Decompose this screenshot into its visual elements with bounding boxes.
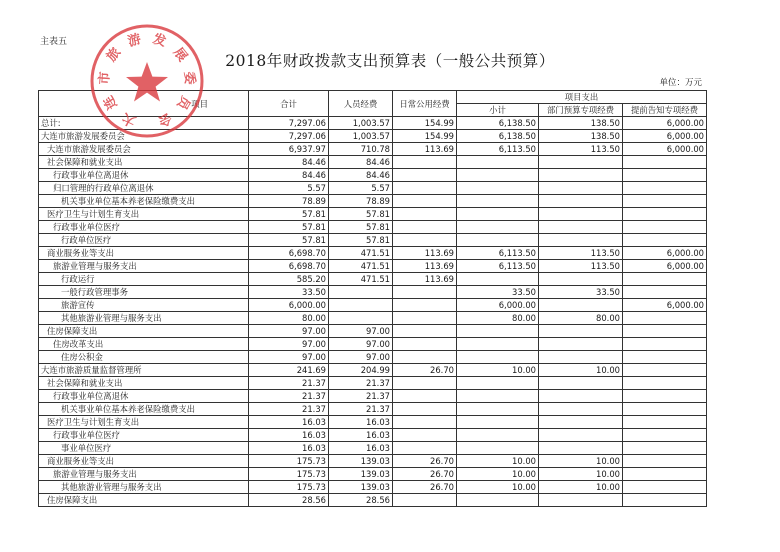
row-item-name: 行政事业单位离退休 (39, 390, 249, 403)
row-item-name: 社会保障和就业支出 (39, 377, 249, 390)
advance-special-cell (623, 221, 707, 234)
personnel-cell: 1,003.57 (329, 117, 393, 130)
advance-special-cell: 6,000.00 (623, 260, 707, 273)
personnel-cell (329, 299, 393, 312)
total-cell: 33.50 (249, 286, 329, 299)
personnel-cell: 16.03 (329, 442, 393, 455)
table-row (39, 351, 707, 364)
advance-special-cell (623, 390, 707, 403)
seal-character: 发 (151, 31, 168, 50)
row-item-name: 旅游业管理与服务支出 (39, 260, 249, 273)
row-item-name: 旅游业管理与服务支出 (39, 468, 249, 481)
subtotal-cell (457, 234, 539, 247)
dept-special-cell: 138.50 (539, 117, 623, 130)
subtotal-cell (457, 325, 539, 338)
total-cell: 57.81 (249, 221, 329, 234)
header-subtotal: 小计 (457, 104, 539, 117)
header-advance-special: 提前告知专项经费 (623, 104, 707, 117)
seal-character: 员 (173, 92, 193, 112)
table-row (39, 247, 707, 260)
daily-cell: 26.70 (393, 481, 457, 494)
daily-cell (393, 416, 457, 429)
total-cell: 7,297.06 (249, 117, 329, 130)
personnel-cell: 16.03 (329, 429, 393, 442)
dept-special-cell: 113.50 (539, 247, 623, 260)
subtotal-cell (457, 442, 539, 455)
total-cell: 16.03 (249, 429, 329, 442)
advance-special-cell (623, 208, 707, 221)
document-title: 2018年财政拨款支出预算表（一般公共预算） (225, 52, 555, 70)
personnel-cell: 97.00 (329, 351, 393, 364)
header-dept-special: 部门预算专项经费 (539, 104, 623, 117)
dept-special-cell (539, 416, 623, 429)
dept-special-cell (539, 390, 623, 403)
personnel-cell: 84.46 (329, 169, 393, 182)
daily-cell (393, 169, 457, 182)
row-item-name: 住房保障支出 (39, 494, 249, 507)
total-cell: 57.81 (249, 234, 329, 247)
advance-special-cell (623, 195, 707, 208)
daily-cell: 113.69 (393, 143, 457, 156)
personnel-cell: 471.51 (329, 247, 393, 260)
header-total: 合计 (249, 91, 329, 117)
subtotal-cell: 6,138.50 (457, 117, 539, 130)
row-item-name: 大连市旅游质量监督管理所 (39, 364, 249, 377)
dept-special-cell: 80.00 (539, 312, 623, 325)
table-row (39, 390, 707, 403)
subtotal-cell (457, 182, 539, 195)
table-body (39, 117, 707, 507)
total-cell: 175.73 (249, 455, 329, 468)
row-item-name: 社会保障和就业支出 (39, 156, 249, 169)
table-row (39, 455, 707, 468)
daily-cell: 154.99 (393, 130, 457, 143)
dept-special-cell (539, 156, 623, 169)
row-item-name: 行政事业单位医疗 (39, 221, 249, 234)
daily-cell (393, 338, 457, 351)
table-row (39, 169, 707, 182)
table-row (39, 377, 707, 390)
subtotal-cell (457, 169, 539, 182)
subtotal-cell (457, 221, 539, 234)
table-row (39, 325, 707, 338)
seal-character: 游 (126, 31, 143, 50)
dept-special-cell: 10.00 (539, 364, 623, 377)
subtotal-cell: 33.50 (457, 286, 539, 299)
table-row (39, 416, 707, 429)
subtotal-cell (457, 390, 539, 403)
subtotal-cell (457, 156, 539, 169)
row-item-name: 住房公积金 (39, 351, 249, 364)
subtotal-cell: 6,113.50 (457, 260, 539, 273)
subtotal-cell: 6,138.50 (457, 130, 539, 143)
daily-cell: 113.69 (393, 260, 457, 273)
seal-character: 委 (180, 71, 197, 86)
personnel-cell: 21.37 (329, 390, 393, 403)
total-cell: 57.81 (249, 208, 329, 221)
subtotal-cell (457, 338, 539, 351)
total-cell: 78.89 (249, 195, 329, 208)
dept-special-cell (539, 377, 623, 390)
dept-special-cell (539, 299, 623, 312)
dept-special-cell: 10.00 (539, 481, 623, 494)
advance-special-cell: 6,000.00 (623, 143, 707, 156)
daily-cell: 113.69 (393, 273, 457, 286)
table-row (39, 260, 707, 273)
dept-special-cell (539, 429, 623, 442)
total-cell: 6,698.70 (249, 260, 329, 273)
subtotal-cell (457, 494, 539, 507)
row-item-name: 大连市旅游发展委员会 (39, 130, 249, 143)
daily-cell (393, 156, 457, 169)
total-cell: 585.20 (249, 273, 329, 286)
subtotal-cell (457, 273, 539, 286)
subtotal-cell: 6,113.50 (457, 247, 539, 260)
row-item-name: 其他旅游业管理与服务支出 (39, 481, 249, 494)
total-cell: 16.03 (249, 442, 329, 455)
personnel-cell: 97.00 (329, 338, 393, 351)
dept-special-cell: 10.00 (539, 455, 623, 468)
table-row (39, 286, 707, 299)
personnel-cell: 57.81 (329, 234, 393, 247)
daily-cell (393, 286, 457, 299)
row-item-name: 大连市旅游发展委员会 (39, 143, 249, 156)
personnel-cell (329, 312, 393, 325)
daily-cell: 26.70 (393, 364, 457, 377)
personnel-cell: 84.46 (329, 156, 393, 169)
unit-label: 单位：万元 (659, 78, 702, 88)
seal-character: 市 (97, 71, 114, 86)
dept-special-cell (539, 182, 623, 195)
advance-special-cell (623, 429, 707, 442)
subtotal-cell (457, 351, 539, 364)
personnel-cell: 471.51 (329, 260, 393, 273)
advance-special-cell (623, 338, 707, 351)
total-cell: 16.03 (249, 416, 329, 429)
total-cell: 84.46 (249, 169, 329, 182)
row-item-name: 机关事业单位基本养老保险缴费支出 (39, 403, 249, 416)
total-cell: 175.73 (249, 468, 329, 481)
advance-special-cell (623, 351, 707, 364)
seal-character: 连 (101, 92, 121, 112)
row-item-name: 商业服务业等支出 (39, 247, 249, 260)
personnel-cell: 139.03 (329, 468, 393, 481)
daily-cell: 26.70 (393, 468, 457, 481)
daily-cell (393, 195, 457, 208)
dept-special-cell (539, 234, 623, 247)
row-item-name: 机关事业单位基本养老保险缴费支出 (39, 195, 249, 208)
subtotal-cell: 10.00 (457, 364, 539, 377)
table-row (39, 364, 707, 377)
dept-special-cell (539, 442, 623, 455)
seal-character: 会 (155, 109, 174, 129)
advance-special-cell (623, 234, 707, 247)
daily-cell (393, 299, 457, 312)
total-cell: 21.37 (249, 377, 329, 390)
row-item-name: 行政单位医疗 (39, 234, 249, 247)
advance-special-cell (623, 364, 707, 377)
subtotal-cell (457, 403, 539, 416)
table-row (39, 403, 707, 416)
personnel-cell: 16.03 (329, 416, 393, 429)
subtotal-cell: 80.00 (457, 312, 539, 325)
advance-special-cell (623, 286, 707, 299)
total-cell: 175.73 (249, 481, 329, 494)
subtotal-cell (457, 377, 539, 390)
daily-cell: 26.70 (393, 455, 457, 468)
row-item-name: 事业单位医疗 (39, 442, 249, 455)
advance-special-cell (623, 377, 707, 390)
advance-special-cell (623, 325, 707, 338)
row-item-name: 医疗卫生与计划生育支出 (39, 208, 249, 221)
advance-special-cell (623, 403, 707, 416)
advance-special-cell: 6,000.00 (623, 130, 707, 143)
subtotal-cell: 10.00 (457, 455, 539, 468)
dept-special-cell (539, 403, 623, 416)
advance-special-cell: 6,000.00 (623, 117, 707, 130)
dept-special-cell: 113.50 (539, 260, 623, 273)
dept-special-cell (539, 273, 623, 286)
advance-special-cell (623, 156, 707, 169)
advance-special-cell (623, 169, 707, 182)
advance-special-cell (623, 468, 707, 481)
dept-special-cell: 113.50 (539, 143, 623, 156)
daily-cell (393, 312, 457, 325)
row-item-name: 一般行政管理事务 (39, 286, 249, 299)
total-cell: 28.56 (249, 494, 329, 507)
total-cell: 84.46 (249, 156, 329, 169)
advance-special-cell (623, 416, 707, 429)
advance-special-cell (623, 312, 707, 325)
dept-special-cell: 138.50 (539, 130, 623, 143)
dept-special-cell (539, 325, 623, 338)
daily-cell (393, 403, 457, 416)
dept-special-cell (539, 208, 623, 221)
daily-cell (393, 234, 457, 247)
subtotal-cell: 10.00 (457, 468, 539, 481)
total-cell: 21.37 (249, 390, 329, 403)
table-row (39, 468, 707, 481)
subtotal-cell (457, 416, 539, 429)
total-cell: 97.00 (249, 338, 329, 351)
total-cell: 6,698.70 (249, 247, 329, 260)
advance-special-cell (623, 442, 707, 455)
daily-cell (393, 351, 457, 364)
table-row (39, 442, 707, 455)
personnel-cell (329, 286, 393, 299)
table-row (39, 195, 707, 208)
header-personnel: 人员经费 (329, 91, 393, 117)
dept-special-cell: 10.00 (539, 468, 623, 481)
personnel-cell: 139.03 (329, 455, 393, 468)
personnel-cell: 710.78 (329, 143, 393, 156)
table-row (39, 234, 707, 247)
advance-special-cell (623, 273, 707, 286)
row-item-name: 归口管理的行政单位离退休 (39, 182, 249, 195)
subtotal-cell (457, 429, 539, 442)
daily-cell (393, 494, 457, 507)
row-item-name: 行政运行 (39, 273, 249, 286)
row-item-name: 住房保障支出 (39, 325, 249, 338)
daily-cell (393, 390, 457, 403)
dept-special-cell (539, 195, 623, 208)
personnel-cell: 471.51 (329, 273, 393, 286)
total-cell: 97.00 (249, 351, 329, 364)
dept-special-cell (539, 338, 623, 351)
table-row (39, 221, 707, 234)
table-row (39, 481, 707, 494)
seal-character: 展 (170, 45, 190, 65)
advance-special-cell: 6,000.00 (623, 299, 707, 312)
total-cell: 241.69 (249, 364, 329, 377)
table-row (39, 429, 707, 442)
daily-cell: 154.99 (393, 117, 457, 130)
total-cell: 21.37 (249, 403, 329, 416)
row-item-name: 总计: (39, 117, 249, 130)
header-daily: 日常公用经费 (393, 91, 457, 117)
header-item: 项目 (39, 91, 249, 117)
total-cell: 7,297.06 (249, 130, 329, 143)
daily-cell (393, 182, 457, 195)
row-item-name: 商业服务业等支出 (39, 455, 249, 468)
personnel-cell: 57.81 (329, 208, 393, 221)
total-cell: 6,937.97 (249, 143, 329, 156)
row-item-name: 行政事业单位离退休 (39, 169, 249, 182)
table-row (39, 312, 707, 325)
personnel-cell: 97.00 (329, 325, 393, 338)
dept-special-cell (539, 351, 623, 364)
dept-special-cell: 33.50 (539, 286, 623, 299)
daily-cell (393, 377, 457, 390)
daily-cell (393, 221, 457, 234)
advance-special-cell (623, 481, 707, 494)
personnel-cell: 57.81 (329, 221, 393, 234)
table-row (39, 494, 707, 507)
subtotal-cell (457, 195, 539, 208)
advance-special-cell: 6,000.00 (623, 247, 707, 260)
personnel-cell: 5.57 (329, 182, 393, 195)
personnel-cell: 28.56 (329, 494, 393, 507)
seal-character: 大 (120, 109, 139, 129)
total-cell: 5.57 (249, 182, 329, 195)
advance-special-cell (623, 182, 707, 195)
subtotal-cell: 10.00 (457, 481, 539, 494)
advance-special-cell (623, 494, 707, 507)
table-row (39, 299, 707, 312)
dept-special-cell (539, 221, 623, 234)
subtotal-cell: 6,113.50 (457, 143, 539, 156)
official-seal-stamp (88, 22, 206, 140)
budget-table (38, 90, 707, 507)
table-number-label: 主表五 (40, 37, 68, 47)
total-cell: 97.00 (249, 325, 329, 338)
row-item-name: 行政事业单位医疗 (39, 429, 249, 442)
daily-cell (393, 442, 457, 455)
table-row (39, 273, 707, 286)
daily-cell: 113.69 (393, 247, 457, 260)
table-row (39, 143, 707, 156)
total-cell: 6,000.00 (249, 299, 329, 312)
row-item-name: 其他旅游业管理与服务支出 (39, 312, 249, 325)
advance-special-cell (623, 455, 707, 468)
subtotal-cell (457, 208, 539, 221)
dept-special-cell (539, 169, 623, 182)
total-cell: 80.00 (249, 312, 329, 325)
personnel-cell: 78.89 (329, 195, 393, 208)
row-item-name: 医疗卫生与计划生育支出 (39, 416, 249, 429)
table-row (39, 338, 707, 351)
daily-cell (393, 208, 457, 221)
row-item-name: 住房改革支出 (39, 338, 249, 351)
personnel-cell: 139.03 (329, 481, 393, 494)
header-project-group: 项目支出 (457, 91, 707, 104)
seal-character: 旅 (104, 45, 124, 65)
daily-cell (393, 325, 457, 338)
personnel-cell: 21.37 (329, 403, 393, 416)
personnel-cell: 204.99 (329, 364, 393, 377)
table-row (39, 182, 707, 195)
subtotal-cell: 6,000.00 (457, 299, 539, 312)
row-item-name: 旅游宣传 (39, 299, 249, 312)
table-row (39, 156, 707, 169)
daily-cell (393, 429, 457, 442)
table-row (39, 208, 707, 221)
personnel-cell: 21.37 (329, 377, 393, 390)
personnel-cell: 1,003.57 (329, 130, 393, 143)
dept-special-cell (539, 494, 623, 507)
